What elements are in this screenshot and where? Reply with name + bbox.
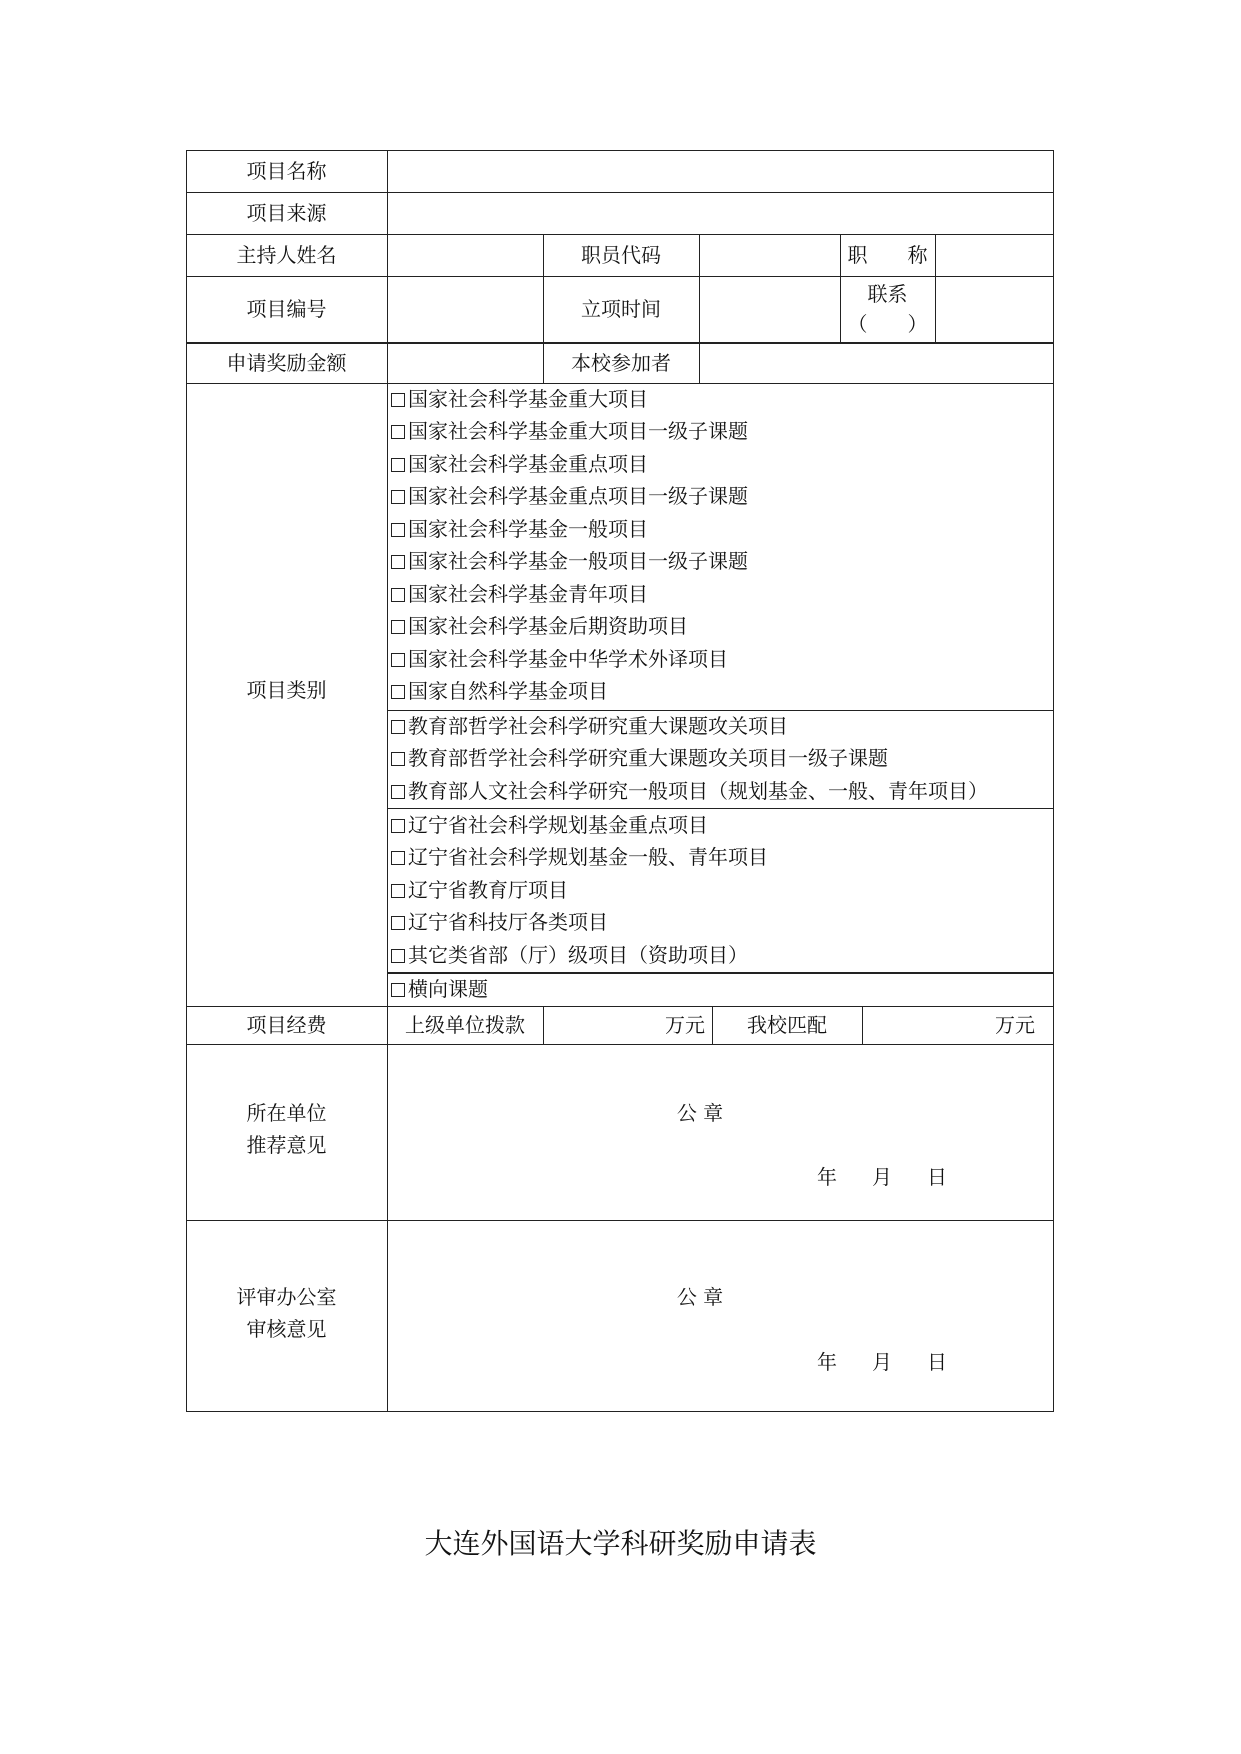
participants-field[interactable]	[704, 347, 1050, 379]
checkbox-icon[interactable]	[391, 393, 405, 407]
project-number-label: 项目编号	[246, 297, 327, 321]
row-divider	[186, 1220, 1054, 1221]
category-option[interactable]: 国家社会科学基金中华学术外译项目	[391, 646, 728, 672]
review-opinion-label: 审核意见	[246, 1317, 327, 1341]
host-name-label: 主持人姓名	[236, 243, 337, 267]
row-divider	[186, 234, 1054, 235]
seal-label: 公 章	[676, 1285, 724, 1309]
checkbox-icon[interactable]	[391, 620, 405, 634]
row-divider	[186, 1044, 1054, 1045]
date-day-label: 日	[927, 1165, 947, 1189]
checkbox-icon[interactable]	[391, 653, 405, 667]
category-option[interactable]: 国家社会科学基金重点项目一级子课题	[391, 483, 748, 509]
category-option[interactable]: 教育部哲学社会科学研究重大课题攻关项目一级子课题	[391, 745, 888, 771]
column-divider	[699, 234, 700, 383]
category-option[interactable]: 教育部哲学社会科学研究重大课题攻关项目	[391, 713, 788, 739]
category-option[interactable]: 横向课题	[391, 976, 488, 1002]
higher-unit-amount-field[interactable]	[548, 1010, 656, 1040]
participants-label: 本校参加者	[571, 351, 671, 375]
checkbox-icon[interactable]	[391, 819, 405, 833]
category-option[interactable]: 辽宁省社会科学规划基金一般、青年项目	[391, 844, 768, 870]
approval-date-label: 立项时间	[581, 297, 661, 321]
category-option[interactable]: 国家社会科学基金重大项目	[391, 386, 648, 412]
school-match-amount-field[interactable]	[867, 1010, 987, 1040]
category-option[interactable]: 教育部人文社会科学研究一般项目（规划基金、一般、青年项目）	[391, 778, 988, 804]
checkbox-icon[interactable]	[391, 983, 405, 997]
date-year-label: 年	[817, 1165, 837, 1189]
checkbox-icon[interactable]	[391, 752, 405, 766]
contact-parentheses: （ ）	[847, 312, 928, 336]
checkbox-icon[interactable]	[391, 949, 405, 963]
category-option[interactable]: 辽宁省社会科学规划基金重点项目	[391, 812, 708, 838]
category-group-divider	[387, 808, 1054, 809]
category-option[interactable]: 辽宁省教育厅项目	[391, 877, 568, 903]
page-title: 大连外国语大学科研奖励申请表	[424, 1527, 817, 1560]
category-option[interactable]: 国家社会科学基金重点项目	[391, 451, 648, 477]
seal-label: 公 章	[676, 1101, 724, 1125]
category-option[interactable]: 国家社会科学基金青年项目	[391, 581, 648, 607]
higher-unit-label: 上级单位拨款	[405, 1013, 525, 1037]
project-name-field[interactable]	[392, 154, 1050, 188]
checkbox-icon[interactable]	[391, 785, 405, 799]
staff-code-field[interactable]	[704, 238, 836, 272]
staff-code-label: 职员代码	[581, 243, 661, 267]
category-group-divider	[387, 972, 1054, 974]
project-source-label: 项目来源	[246, 201, 327, 225]
contact-label: 联系	[867, 282, 908, 306]
checkbox-icon[interactable]	[391, 685, 405, 699]
award-amount-label: 申请奖励金额	[226, 351, 347, 375]
checkbox-icon[interactable]	[391, 720, 405, 734]
unit-wan-label: 万元	[665, 1013, 705, 1037]
review-opinion-field[interactable]	[392, 1224, 1050, 1408]
checkbox-icon[interactable]	[391, 851, 405, 865]
host-name-field[interactable]	[392, 238, 540, 272]
date-month-label: 月	[872, 1165, 892, 1189]
review-opinion-label: 评审办公室	[236, 1285, 337, 1309]
category-option[interactable]: 辽宁省科技厅各类项目	[391, 909, 608, 935]
category-option[interactable]: 国家社会科学基金一般项目	[391, 516, 648, 542]
checkbox-icon[interactable]	[391, 916, 405, 930]
unit-opinion-label: 推荐意见	[246, 1133, 327, 1157]
project-number-field[interactable]	[392, 280, 540, 338]
school-match-label: 我校匹配	[747, 1013, 827, 1037]
row-divider	[186, 192, 1054, 193]
project-source-field[interactable]	[392, 196, 1050, 230]
approval-date-field[interactable]	[704, 280, 836, 338]
checkbox-icon[interactable]	[391, 458, 405, 472]
unit-opinion-field[interactable]	[392, 1048, 1050, 1216]
column-divider	[543, 1006, 544, 1044]
funding-label: 项目经费	[246, 1013, 327, 1037]
row-divider	[186, 1006, 1054, 1007]
unit-wan-label: 万元	[995, 1013, 1035, 1037]
checkbox-icon[interactable]	[391, 884, 405, 898]
contact-field[interactable]	[939, 280, 1050, 338]
checkbox-icon[interactable]	[391, 555, 405, 569]
project-name-label: 项目名称	[246, 159, 327, 183]
row-divider	[186, 383, 1054, 384]
date-day-label: 日	[927, 1350, 947, 1374]
category-option[interactable]: 国家社会科学基金后期资助项目	[391, 613, 688, 639]
unit-opinion-label: 所在单位	[246, 1101, 327, 1125]
row-divider	[186, 276, 1054, 277]
column-divider	[387, 150, 388, 1412]
date-month-label: 月	[872, 1350, 892, 1374]
job-title-label: 职 称	[847, 243, 928, 267]
checkbox-icon[interactable]	[391, 490, 405, 504]
checkbox-icon[interactable]	[391, 425, 405, 439]
date-year-label: 年	[817, 1350, 837, 1374]
category-option[interactable]: 其它类省部（厅）级项目（资助项目）	[391, 942, 748, 968]
category-label: 项目类别	[246, 678, 327, 702]
category-group-divider	[387, 710, 1054, 711]
award-amount-field[interactable]	[392, 347, 540, 379]
column-divider	[862, 1006, 863, 1044]
column-divider	[935, 234, 936, 342]
checkbox-icon[interactable]	[391, 588, 405, 602]
checkbox-icon[interactable]	[391, 523, 405, 537]
job-title-field[interactable]	[939, 238, 1050, 272]
row-divider	[186, 342, 1054, 344]
category-option[interactable]: 国家社会科学基金重大项目一级子课题	[391, 418, 748, 444]
category-option[interactable]: 国家社会科学基金一般项目一级子课题	[391, 548, 748, 574]
category-option[interactable]: 国家自然科学基金项目	[391, 678, 608, 704]
